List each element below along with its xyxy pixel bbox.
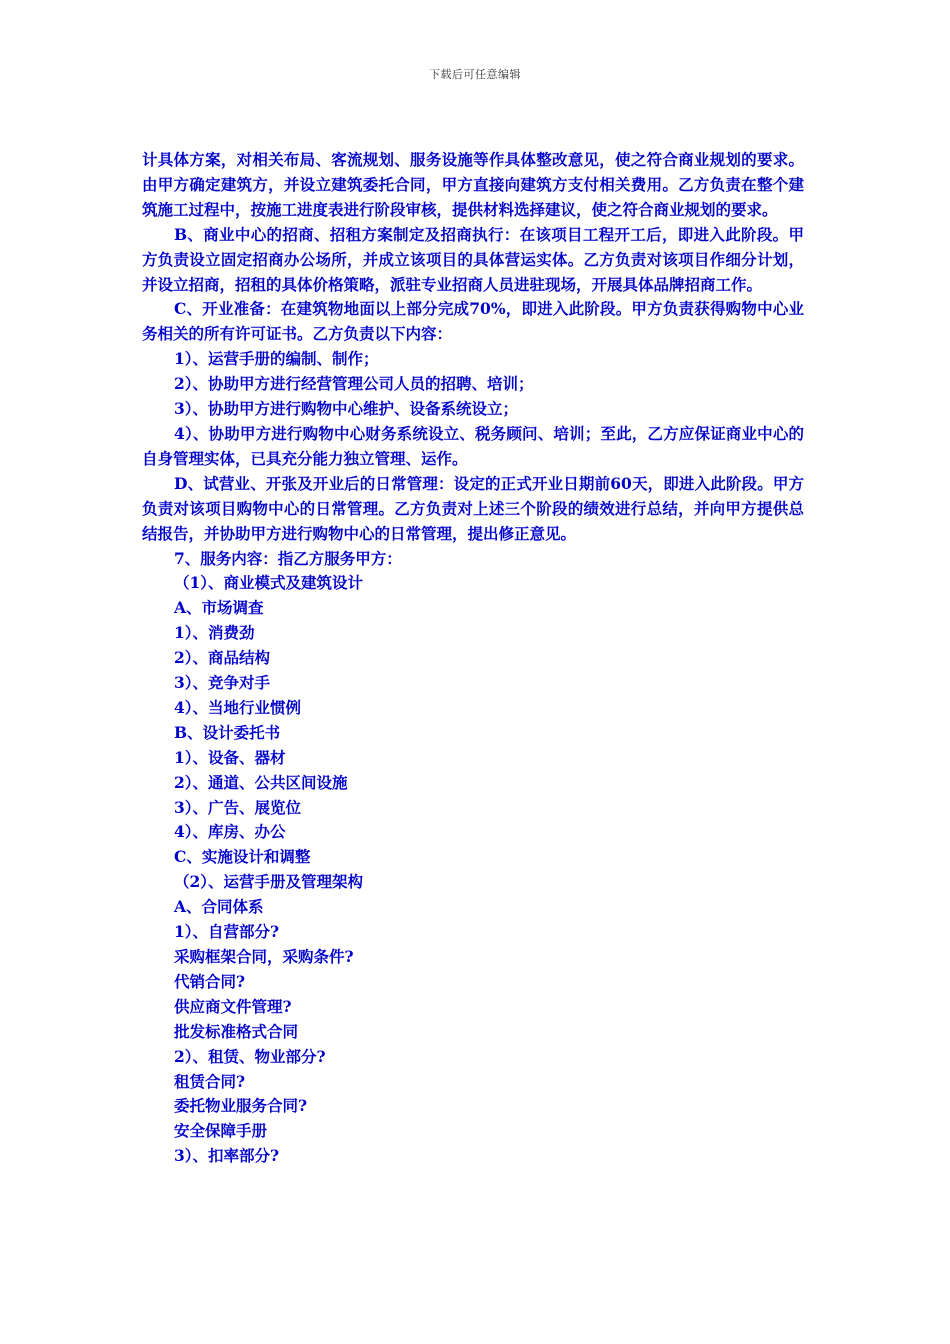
list-item: A、市场调查: [174, 598, 264, 618]
list-item: 2）、租赁、物业部分?: [174, 1046, 326, 1066]
list-item: A、合同体系: [174, 897, 264, 917]
list-item: C、实施设计和调整: [174, 847, 311, 867]
paragraph-c-opening-prep: C、开业准备：在建筑物地面以上部分完成70%，即进入此阶段。甲方负责获得购物中心业务相关的所有许可证书。乙方负责以下内容：: [142, 299, 804, 344]
list-item: 2）、商品结构: [174, 648, 271, 668]
list-item: 1）、消费劲: [174, 623, 255, 643]
list-item: 3）、广告、展览位: [174, 797, 302, 817]
list-item: 2）、通道、公共区间设施: [174, 772, 348, 792]
list-item: 1）、自营部分?: [174, 922, 280, 942]
paragraph-b-leasing: B、商业中心的招商、招租方案制定及招商执行：在该项目工程开工后，即进入此阶段。甲方负责设立固定招商办公场所，并成立该项目的具体营运实体。乙方负责对该项目作细分计划，并设立招商，招租的具体价格策略，派驻专业招商人员进驻现场，开展具体品牌招商工作。: [142, 224, 804, 294]
list-item: 1）、设备、器材: [174, 747, 286, 767]
list-item: 委托物业服务合同?: [174, 1096, 308, 1116]
list-item: 4）、当地行业惯例: [174, 697, 302, 717]
list-item: 2）、协助甲方进行经营管理公司人员的招聘、培训；: [174, 374, 534, 394]
list-item: 3）、协助甲方进行购物中心维护、设备系统设立；: [174, 399, 519, 419]
list-item: 3）、扣率部分?: [174, 1146, 280, 1166]
list-item: 供应商文件管理?: [174, 996, 292, 1016]
list-item: 租赁合同?: [174, 1071, 246, 1091]
list-item: 代销合同?: [174, 971, 246, 991]
section-heading-services: 7、服务内容：指乙方服务甲方：: [174, 548, 402, 568]
subsection-heading: （2）、运营手册及管理架构: [174, 872, 364, 892]
page-header: 下载后可任意编辑: [429, 68, 521, 81]
list-item: 4）、协助甲方进行购物中心财务系统设立、税务顾问、培训；至此，乙方应保证商业中心的自身管理实体，已具充分能力独立管理、运作。: [142, 423, 804, 468]
subsection-heading: （1）、商业模式及建筑设计: [174, 573, 364, 593]
list-item: 3）、竞争对手: [174, 673, 271, 693]
paragraph-d-operation: D、试营业、开张及开业后的日常管理：设定的正式开业日期前60天，即进入此阶段。甲方负责对该项目购物中心的日常管理。乙方负责对上述三个阶段的绩效进行总结，并向甲方提供总结报告，并协助甲方进行购物中心的日常管理，提出修正意见。: [142, 473, 804, 543]
list-item: 1）、运营手册的编制、制作；: [174, 349, 379, 369]
list-item: 采购框架合同，采购条件?: [174, 947, 354, 966]
list-item: 安全保障手册: [174, 1121, 268, 1141]
paragraph-design-plan: 计具体方案，对相关布局、客流规划、服务设施等作具体整改意见，使之符合商业规划的要求。由甲方确定建筑方，并设立建筑委托合同，甲方直接向建筑方支付相关费用。乙方负责在整个建筑施工过程中，按施工进度表进行阶段审核，提供材料选择建议，使之符合商业规划的要求。: [142, 150, 804, 219]
list-item: 批发标准格式合同: [174, 1021, 299, 1041]
document-body: [142, 148, 804, 1169]
list-item: 4）、库房、办公: [174, 822, 286, 842]
list-item: B、设计委托书: [174, 722, 281, 742]
